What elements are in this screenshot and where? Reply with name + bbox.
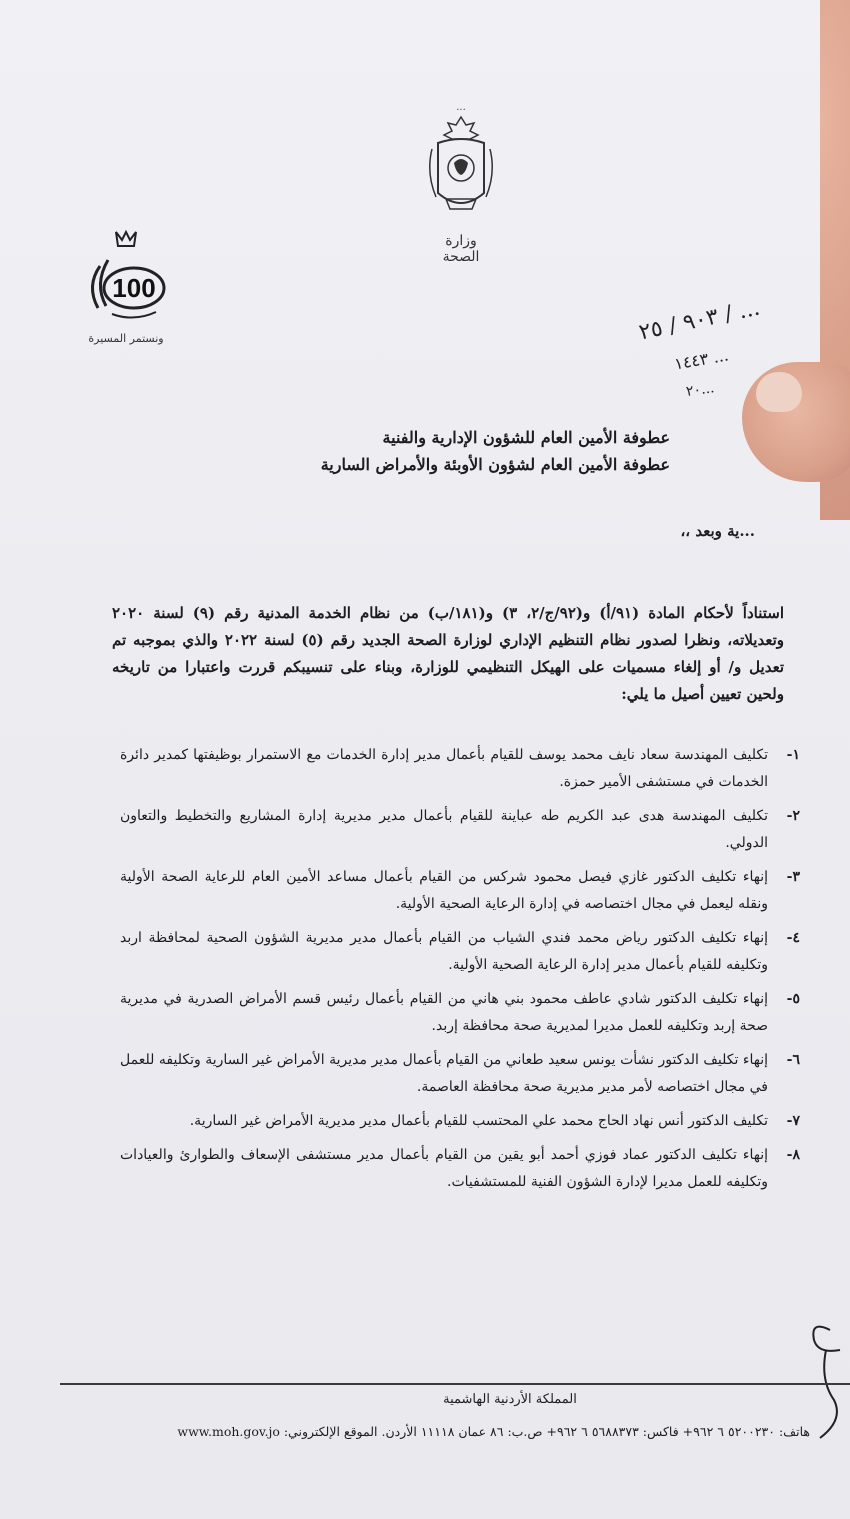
recipient-line: عطوفة الأمين العام لشؤون الأوبئة والأمراض السارية [320,455,670,474]
item-text: تكليف الدكتور أنس نهاد الحاج محمد علي المحتسب للقيام بأعمال مدير مديرية الأمراض غير السارية. [189,1113,768,1129]
item-text: تكليف المهندسة سعاد نايف محمد يوسف للقيام بأعمال مدير إدارة الخدمات مع الاستمرار بوظيفتها كمدير دائرة الخدمات في مستشفى الأمير حمزة. [120,747,768,790]
crest-motto: ... [456,102,466,113]
item-number: ٧- [786,1113,800,1129]
centennial-slogan: ونستمر المسيرة [88,332,164,345]
item-text: إنهاء تكليف الدكتور عماد فوزي أحمد أبو يقين من القيام بأعمال مدير مستشفى الإسعاف والطوارئ والعيادات وتكليفه للعمل مديرا لإدارة الشؤون الفنية للمستشفيات. [120,1147,768,1190]
jordan-crest-icon [426,113,496,223]
footer-contact: هاتف: ٥٢٠٠٢٣٠ ٦ ٩٦٢+ فاكس: ٥٦٨٨٣٧٣ ٦ ٩٦٢+ ص.ب: ٨٦ عمان ١١١١٨ الأردن. الموقع الإلكتروني: www.moh.gov.jo [177,1424,810,1439]
item-number: ٨- [786,1147,800,1163]
royal-crest [426,102,496,292]
item-text: تكليف المهندسة هدى عبد الكريم طه عباينة للقيام بأعمال مدير مديرية إدارة المشاريع والتخطيط والتعاون الدولي. [120,808,768,851]
item-number: ٣- [786,869,800,885]
reference-line-3: ٢٠... [685,380,716,400]
greeting: ...ية وبعد ،، [680,522,755,540]
centennial-logo [76,226,176,366]
item-number: ١- [786,747,800,763]
item-text: إنهاء تكليف الدكتور شادي عاطف محمود بني هاني من القيام بأعمال رئيس قسم الأمراض الصدرية في مديرية صحة إربد وتكليفه للعمل مديرا لمديرية صحة محافظة إربد. [120,991,768,1034]
footer-divider [60,1383,850,1385]
item-number: ٥- [786,991,800,1007]
item-number: ٤- [786,930,800,946]
item-number: ٦- [786,1052,800,1068]
list-item [120,1047,800,1101]
intro-paragraph: استناداً لأحكام المادة (٩١/أ) و(٩٢/ج/٢، ٣) و(١٨١/ب) من نظام الخدمة المدنية رقم (٩) لسنة ٢٠٢٠ وتعديلاته، ونظرا لصدور نظام التنظيم الإداري لوزارة الصحة الجديد رقم (٥) لسنة ٢٠٢٢ والذي بموجبه تم تعديل و/ أو إلغاء مسميات على الهيكل التنظيمي للوزارة، وبناء على تنسيبكم قررت واعتبارا من تاريخه ولحين تعيين أصيل ما يلي: [112,604,785,703]
centennial-number: 100 [112,273,156,303]
list-item [120,864,800,918]
recipient-line: عطوفة الأمين العام للشؤون الإدارية والفنية [382,428,670,447]
recipients-block [260,424,670,478]
list-item [120,803,800,857]
item-text: إنهاء تكليف الدكتور رياض محمد فندي الشياب من القيام بأعمال مدير مديرية الشؤون الصحية لمحافظة اربد وتكليفه للقيام بأعمال مدير إدارة الرعاية الصحية الأولية. [120,930,768,973]
list-item [120,986,800,1040]
item-number: ٢- [786,808,800,824]
list-item [120,1108,800,1135]
centennial-crown-icon [76,226,176,326]
reference-line-2: ١٤٤٣ ... [672,345,730,374]
list-item [120,925,800,979]
ministry-name: وزارة الصحة [442,233,480,265]
signature-icon [800,1310,850,1440]
item-text: إنهاء تكليف الدكتور نشأت يونس سعيد طعاني من القيام بأعمال مدير مديرية الأمراض غير السارية وتكليفه للعمل في مجال اختصاصه لأمر مدير مديرية صحة محافظة العاصمة. [120,1052,768,1095]
list-item [120,742,800,796]
reference-line-1: ٩٠٣ / ٢٥ / ... [636,295,763,346]
list-item [120,1142,800,1196]
decision-list [120,742,800,1203]
item-text: إنهاء تكليف الدكتور غازي فيصل محمود شركس من القيام بأعمال مساعد الأمين العام للرعاية الصحة الأولية ونقله ليعمل في مجال اختصاصه في إدارة الرعاية الصحية الأولية. [120,869,768,912]
footer-kingdom: المملكة الأردنية الهاشمية [443,1392,577,1407]
thumbnail-photo [756,372,802,412]
